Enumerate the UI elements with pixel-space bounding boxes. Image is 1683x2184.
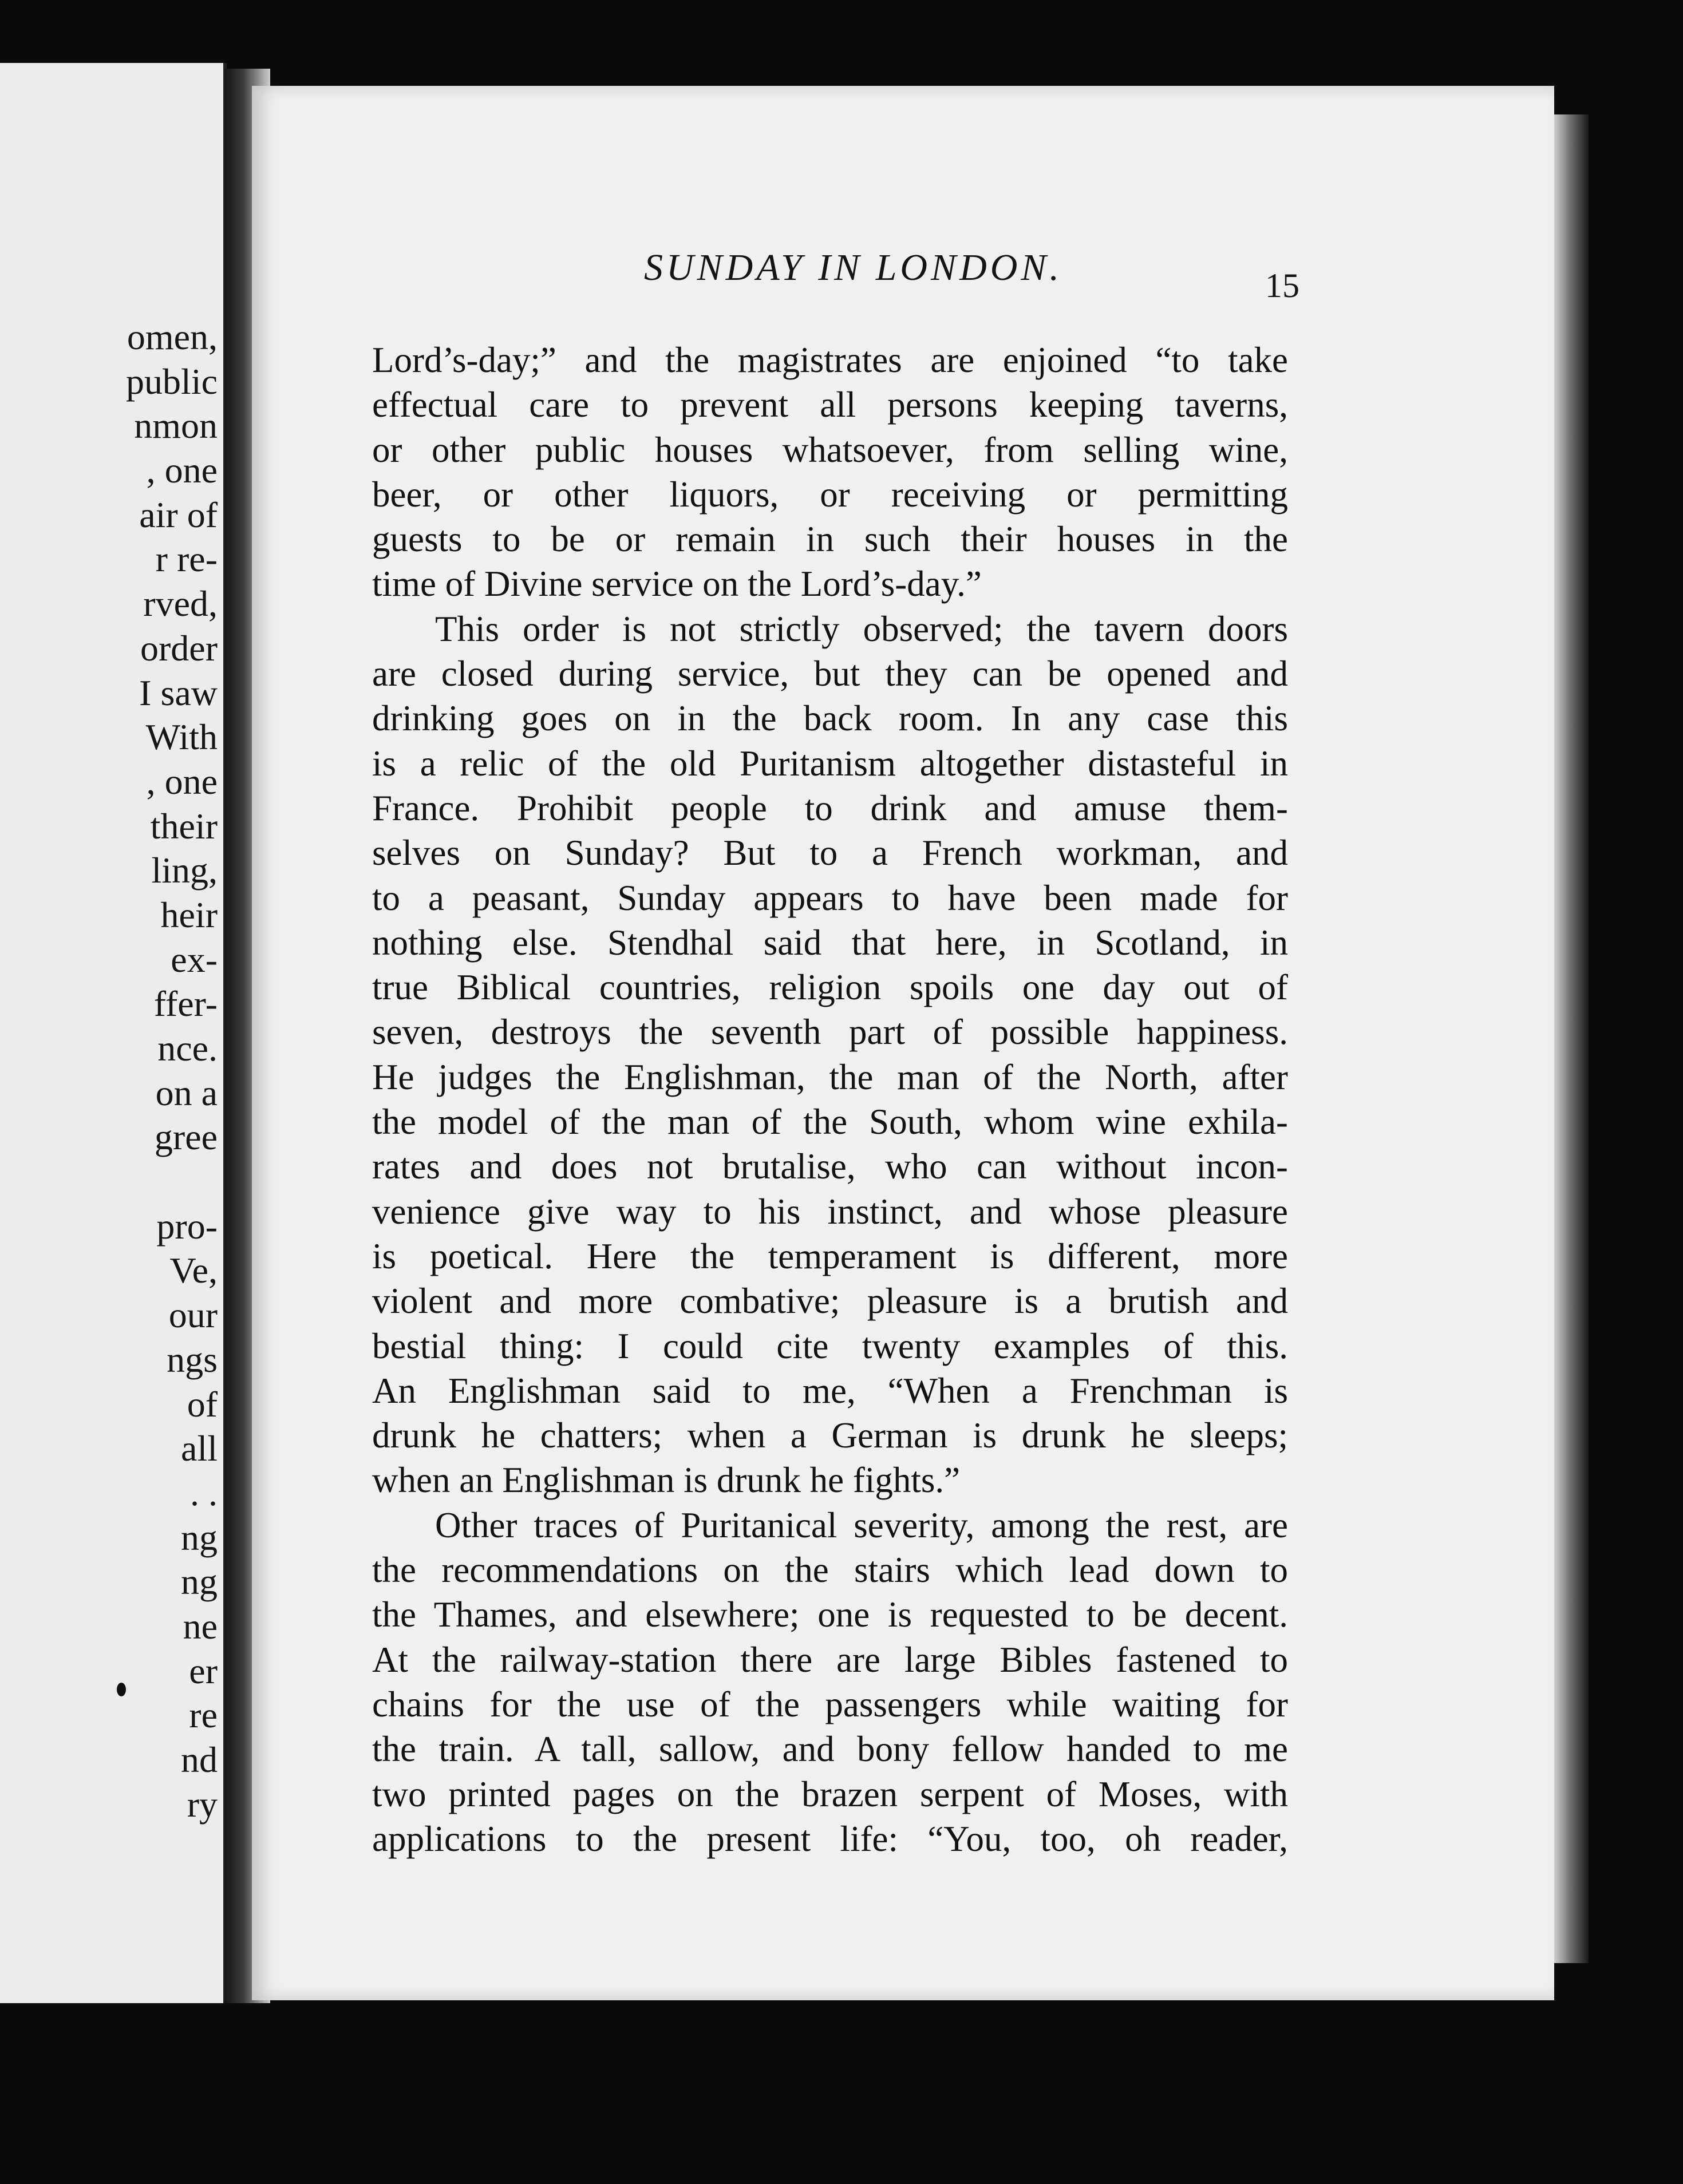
left-fragment-line: ngs [167, 1339, 218, 1380]
left-fragment-line: of [187, 1383, 218, 1425]
text-line: true Biblical countries, religion spoils one day out of [372, 967, 1288, 1008]
left-fragment-line: all [181, 1428, 218, 1469]
left-fragment-line: air of [139, 494, 218, 535]
left-fragment-line: public [126, 361, 218, 402]
text-line: bestial thing: I could cite twenty examples of this. [372, 1326, 1288, 1366]
text-line: France. Prohibit people to drink and amuse them- [372, 788, 1288, 828]
text-line: when an Englishman is drunk he fights.” [372, 1460, 961, 1501]
left-fragment-line [0, 1160, 218, 1204]
text-line: drinking goes on in the back room. In any case this [372, 698, 1288, 739]
left-fragment-line: , one [146, 450, 218, 491]
text-line: effectual care to prevent all persons keeping taverns, [372, 385, 1288, 425]
left-fragment-line: . . [190, 1472, 218, 1513]
left-fragment-line: ng [181, 1517, 218, 1558]
text-line: drunk he chatters; when a German is drunk he sleeps; [372, 1415, 1288, 1456]
text-line: violent and more combative; pleasure is a brutish and [372, 1281, 1288, 1322]
left-page-text-fragments [0, 315, 218, 1826]
left-fragment-line: nmon [134, 405, 218, 446]
body-text [372, 338, 1288, 1861]
text-line: He judges the Englishman, the man of the North, after [372, 1057, 1288, 1097]
left-fragment-line: their [150, 805, 218, 846]
text-line: two printed pages on the brazen serpent of Moses, with [372, 1774, 1288, 1814]
text-line: This order is not strictly observed; the tavern doors [435, 608, 1288, 649]
left-fragment-line: Ve, [169, 1250, 218, 1291]
left-fragment-line: on a [155, 1072, 218, 1113]
left-fragment-line: order [140, 627, 218, 668]
text-line: guests to be or remain in such their houses in the [372, 519, 1288, 560]
left-fragment-line: ry [187, 1783, 218, 1825]
text-line: are closed during service, but they can be opened and [372, 654, 1288, 694]
left-fragment-line: With [145, 717, 218, 758]
left-fragment-line: our [168, 1295, 218, 1336]
text-line: to a peasant, Sunday appears to have been made for [372, 877, 1288, 918]
running-head: SUNDAY IN LONDON. [644, 247, 1062, 288]
text-line: venience give way to his instinct, and whose pleasure [372, 1191, 1288, 1232]
left-fragment-line: ex- [171, 939, 218, 980]
text-line: is poetical. Here the temperament is different, more [372, 1236, 1288, 1276]
text-line: the Thames, and elsewhere; one is requested to be decent. [372, 1595, 1288, 1635]
text-line: Other traces of Puritanical severity, among the rest, are [435, 1505, 1288, 1545]
text-line: selves on Sunday? But to a French workman, and [372, 833, 1288, 873]
page-number: 15 [1265, 267, 1299, 304]
left-fragment-line: er [189, 1650, 218, 1691]
left-fragment-line: gree [154, 1117, 218, 1158]
text-line: the train. A tall, sallow, and bony fellow handed to me [372, 1729, 1288, 1770]
left-fragment-line: r re- [155, 539, 218, 580]
left-facing-page [0, 63, 227, 2003]
text-line: beer, or other liquors, or receiving or permitting [372, 474, 1288, 515]
text-line: At the railway-station there are large Bibles fastened to [372, 1639, 1288, 1680]
left-fragment-line: pro- [156, 1205, 218, 1247]
left-fragment-line: nd [181, 1739, 218, 1780]
text-line: is a relic of the old Puritanism altogether distasteful in [372, 743, 1288, 784]
left-fragment-line: ffer- [153, 983, 218, 1024]
text-line: An Englishman said to me, “When a Frenchman is [372, 1370, 1288, 1411]
left-fragment-line: ling, [151, 850, 218, 891]
left-fragment-line: I saw [139, 672, 218, 713]
text-line: the model of the man of the South, whom wine exhila- [372, 1102, 1288, 1142]
left-fragment-line: omen, [127, 316, 218, 357]
text-line: rates and does not brutalise, who can without incon- [372, 1146, 1288, 1187]
text-line: Lord’s-day;” and the magistrates are enjoined “to take [372, 340, 1288, 380]
text-line: or other public houses whatsoever, from selling wine, [372, 429, 1288, 470]
left-fragment-line: heir [160, 894, 218, 935]
left-fragment-line: rved, [143, 583, 218, 624]
text-line: nothing else. Stendhal said that here, in Scotland, in [372, 922, 1288, 963]
page-edge-shadow [1554, 114, 1589, 1963]
text-line: time of Divine service on the Lord’s-day.” [372, 564, 982, 604]
text-line: applications to the present life: “You, too, oh reader, [372, 1818, 1288, 1859]
left-fragment-line: nce. [157, 1028, 218, 1069]
left-fragment-line: , one [146, 761, 218, 802]
text-line: chains for the use of the passengers while waiting for [372, 1684, 1288, 1724]
ink-speck [117, 1683, 126, 1696]
text-line: seven, destroys the seventh part of possible happiness. [372, 1012, 1288, 1053]
left-fragment-line: ne [183, 1605, 218, 1647]
left-fragment-line: re [189, 1695, 218, 1736]
left-fragment-line: ng [181, 1561, 218, 1603]
text-line: the recommendations on the stairs which lead down to [372, 1550, 1288, 1590]
